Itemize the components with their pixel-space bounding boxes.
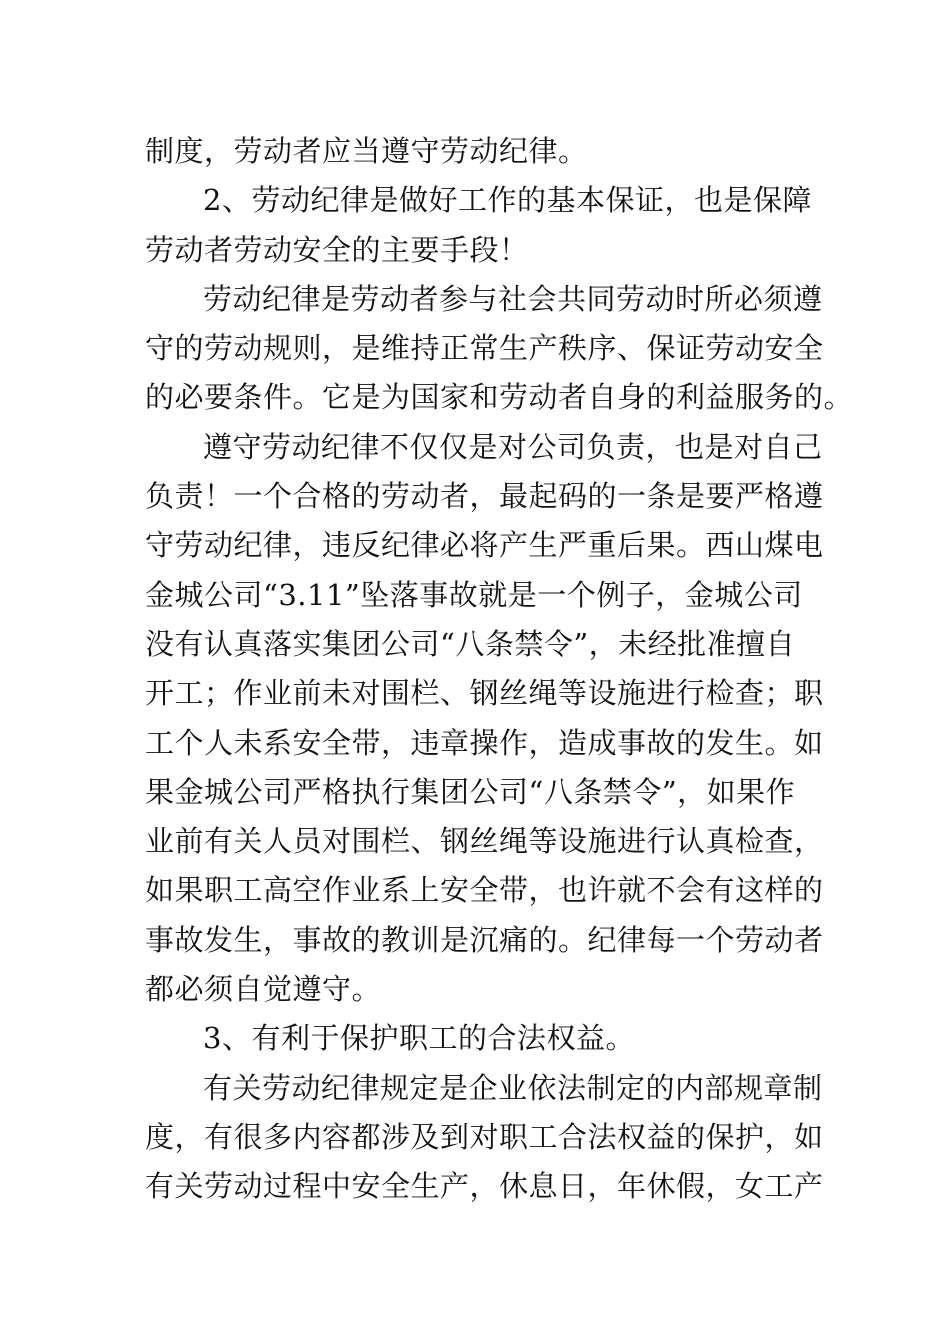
text-line: 制度，劳动者应当遵守劳动纪律。 (145, 134, 588, 168)
text-line: 事故发生，事故的教训是沉痛的。纪律每一个劳动者 (145, 922, 824, 957)
text-line: 遵守劳动纪律不仅仅是对公司负责，也是对自己 (203, 429, 823, 464)
text-line: 劳动者劳动安全的主要手段！ (145, 232, 529, 267)
text-line: 开工；作业前未对围栏、钢丝绳等设施进行检查；职 (145, 676, 824, 711)
text-line: 工个人未系安全带，违章操作，造成事故的发生。如 (145, 725, 824, 760)
text-line: 都必须自觉遵守。 (145, 972, 382, 1007)
text-line: 业前有关人员对围栏、钢丝绳等设施进行认真检查， (145, 824, 824, 859)
text-line: 没有认真落实集团公司“八条禁令”，未经批准擅自 (145, 626, 796, 661)
text-line: 的必要条件。它是为国家和劳动者自身的利益服务的。 (145, 380, 854, 415)
text-line: 守的劳动规则，是维持正常生产秩序、保证劳动安全 (145, 331, 824, 366)
text-line: 度，有很多内容都涉及到对职工合法权益的保护，如 (145, 1119, 824, 1154)
text-line: 负责！一个合格的劳动者，最起码的一条是要严格遵 (145, 479, 824, 514)
text-line: 守劳动纪律，违反纪律必将产生严重后果。西山煤电 (145, 528, 824, 563)
text-line: 果金城公司严格执行集团公司“八条禁令”，如果作 (145, 774, 796, 809)
text-line: 2、劳动纪律是做好工作的基本保证，也是保障 (203, 183, 812, 218)
text-line: 如果职工高空作业系上安全带，也许就不会有这样的 (145, 873, 824, 908)
text-line: 有关劳动纪律规定是企业依法制定的内部规章制 (203, 1070, 823, 1105)
document-body (145, 127, 854, 1212)
text-line: 金城公司“3.11”坠落事故就是一个例子，金城公司 (145, 577, 803, 612)
text-line: 劳动纪律是劳动者参与社会共同劳动时所必须遵 (203, 281, 823, 316)
text-line: 有关劳动过程中安全生产，休息日，年休假，女工产 (145, 1169, 824, 1204)
text-line: 3、有利于保护职工的合法权益。 (203, 1021, 635, 1056)
